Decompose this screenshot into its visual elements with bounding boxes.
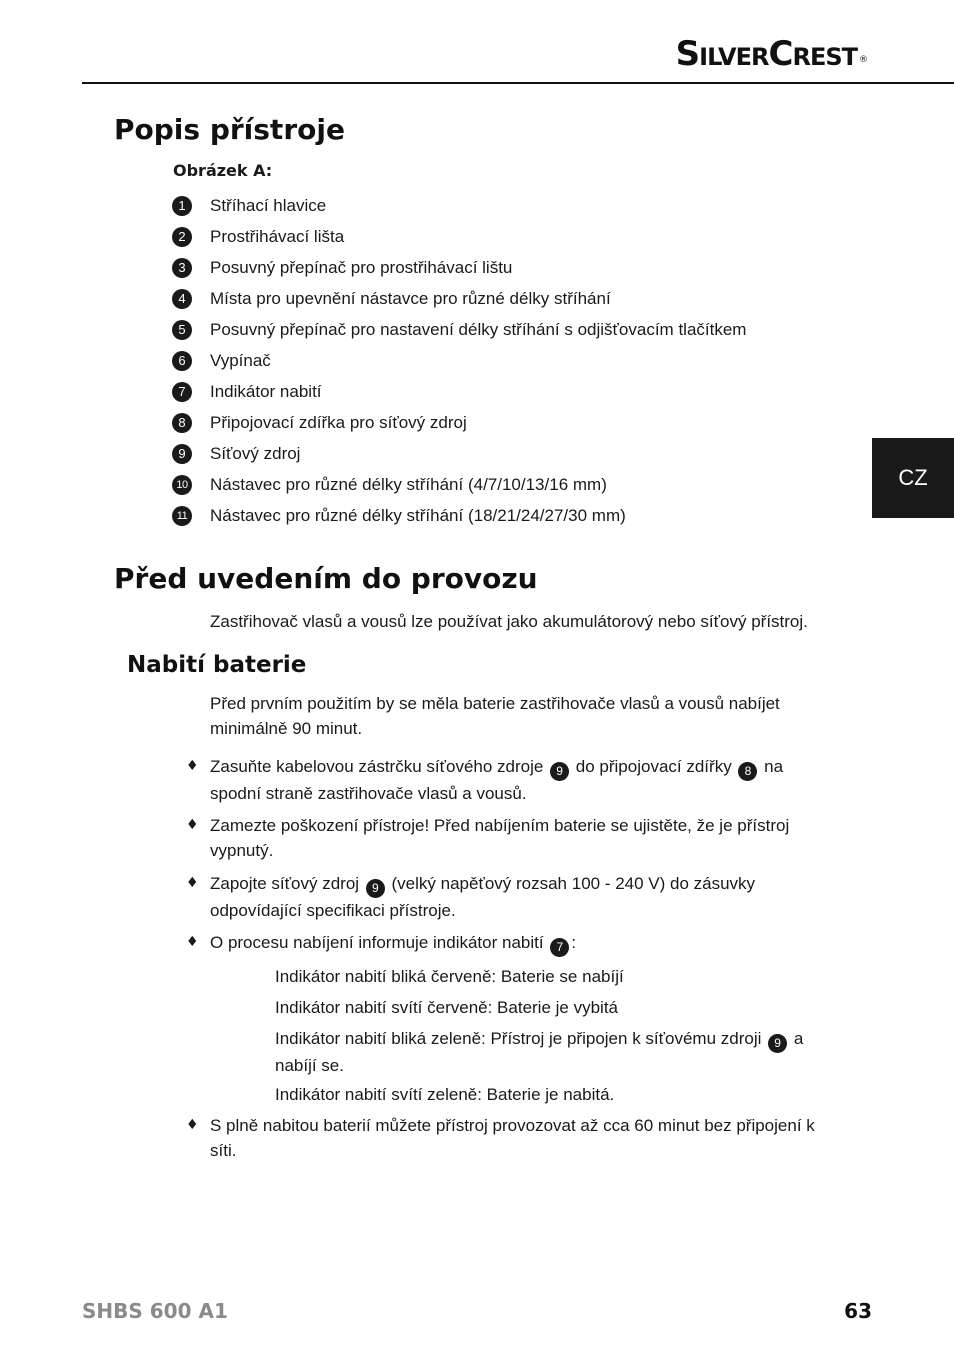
instruction-4: O procesu nabíjení informuje indikátor nabití 7 : bbox=[210, 930, 830, 957]
number-badge: 3 bbox=[172, 258, 192, 278]
bullet-icon: ♦ bbox=[186, 1117, 199, 1133]
list-item bbox=[172, 345, 746, 376]
language-code: CZ bbox=[898, 465, 928, 490]
setup-intro: Zastřihovač vlasů a vousů lze používat jako akumulátorový nebo síťový přístroj. bbox=[210, 612, 808, 631]
instruction-5: S plně nabitou baterií můžete přístroj provozovat až cca 60 minut bez připojení k síti. bbox=[210, 1116, 815, 1160]
list-item bbox=[172, 438, 746, 469]
instruction-3: Zapojte síťový zdroj 9 (velký napěťový rozsah 100 - 240 V) do zásuvky odpovídající specifikaci přístroje. bbox=[210, 874, 756, 920]
list-item bbox=[172, 221, 746, 252]
part-label: Síťový zdroj bbox=[210, 443, 301, 463]
list-item bbox=[172, 283, 746, 314]
charge-state-4: Indikátor nabití svítí zeleně: Baterie je nabitá. bbox=[275, 1085, 615, 1104]
list-item bbox=[172, 252, 746, 283]
header-rule bbox=[82, 82, 954, 84]
list-item bbox=[172, 376, 746, 407]
list-item bbox=[172, 500, 746, 531]
number-badge: 1 bbox=[172, 196, 192, 216]
instruction-2: Zamezte poškození přístroje! Před nabíjením baterie se ujistěte, že je přístroj vypnutý. bbox=[210, 816, 790, 860]
page-number: 63 bbox=[844, 1299, 872, 1323]
number-badge: 9 bbox=[550, 762, 569, 781]
bullet-icon: ♦ bbox=[186, 758, 199, 774]
number-badge: 9 bbox=[172, 444, 192, 464]
number-badge: 4 bbox=[172, 289, 192, 309]
part-label: Místa pro upevnění nástavce pro různé délky stříhání bbox=[210, 288, 611, 308]
part-label: Prostřihávací lišta bbox=[210, 226, 345, 246]
list-item bbox=[172, 314, 746, 345]
list-item bbox=[172, 407, 746, 438]
bullet-icon: ♦ bbox=[186, 875, 199, 891]
number-badge: 9 bbox=[768, 1034, 787, 1053]
number-badge: 7 bbox=[550, 938, 569, 957]
charge-state-3: Indikátor nabití bliká zeleně: Přístroj je připojen k síťovému zdroji 9 a nabíjí se. bbox=[275, 1029, 804, 1075]
brand-logo: SilverCrest ® bbox=[675, 34, 868, 74]
footer-model: SHBS 600 A1 bbox=[82, 1299, 228, 1323]
number-badge: 5 bbox=[172, 320, 192, 340]
list-item bbox=[172, 469, 746, 500]
part-label: Posuvný přepínač pro nastavení délky stříhání s odjišťovacím tlačítkem bbox=[210, 319, 747, 339]
number-badge: 8 bbox=[172, 413, 192, 433]
part-label: Posuvný přepínač pro prostřihávací lištu bbox=[210, 257, 513, 277]
number-badge: 8 bbox=[738, 762, 757, 781]
bullet-icon: ♦ bbox=[186, 934, 199, 950]
bullet-icon: ♦ bbox=[186, 817, 199, 833]
number-badge: 7 bbox=[172, 382, 192, 402]
part-label: Vypínač bbox=[210, 350, 271, 370]
part-label: Nástavec pro různé délky stříhání (4/7/10/13/16 mm) bbox=[210, 474, 607, 494]
figure-label: Obrázek A: bbox=[173, 161, 273, 180]
section-title-charging: Nabití baterie bbox=[127, 652, 307, 678]
number-badge: 10 bbox=[172, 475, 192, 495]
part-label: Stříhací hlavice bbox=[210, 195, 327, 215]
charging-intro: Před prvním použitím by se měla baterie zastřihovače vlasů a vousů nabíjet minimálně 90 minut. bbox=[210, 694, 780, 738]
section-title-description: Popis přístroje bbox=[114, 113, 345, 146]
charge-state-2: Indikátor nabití svítí červeně: Baterie je vybitá bbox=[275, 998, 619, 1017]
part-label: Indikátor nabití bbox=[210, 381, 322, 401]
part-label: Připojovací zdířka pro síťový zdroj bbox=[210, 412, 467, 432]
number-badge: 6 bbox=[172, 351, 192, 371]
number-badge: 9 bbox=[366, 879, 385, 898]
charge-state-1: Indikátor nabití bliká červeně: Baterie se nabíjí bbox=[275, 967, 624, 986]
number-badge: 11 bbox=[172, 506, 192, 526]
instruction-1: Zasuňte kabelovou zástrčku síťového zdroje 9 do připojovací zdířky 8 na spodní straně zastřihovače vlasů a vousů. bbox=[210, 757, 784, 803]
section-title-setup: Před uvedením do provozu bbox=[114, 562, 538, 595]
list-item bbox=[172, 190, 746, 221]
parts-list bbox=[172, 190, 746, 531]
part-label: Nástavec pro různé délky stříhání (18/21/24/27/30 mm) bbox=[210, 505, 626, 525]
number-badge: 2 bbox=[172, 227, 192, 247]
language-tab bbox=[872, 438, 954, 518]
